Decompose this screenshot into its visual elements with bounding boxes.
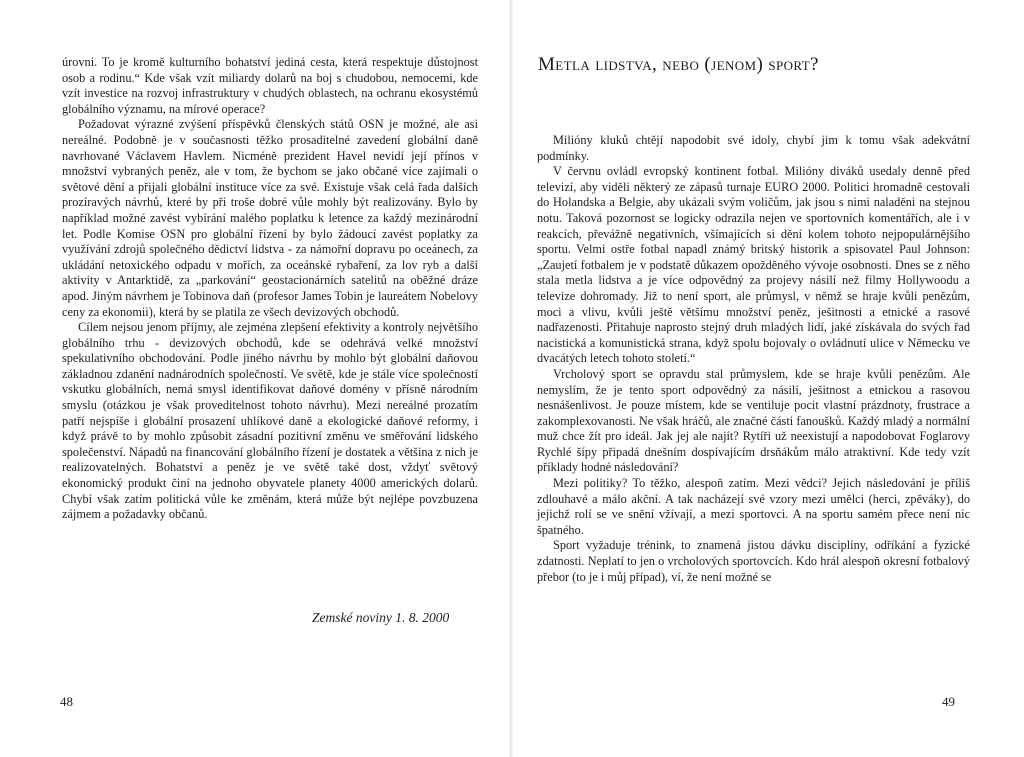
page-number-right: 49 [942,694,955,709]
left-text-column [62,55,478,523]
lead-paragraph: Milióny kluků chtějí napodobit své idoly, chybí jim k tomu však adekvátní podmínky. [537,133,970,163]
paragraph: Cílem nejsou jenom příjmy, ale zejména zlepšení efektivity a kontroly největšího globálního trhu - devizových obchodů, kde se odehrává velké množství spekulativního obchodování. Podle jiného návrhu by mohlo být globální daňovou základnou zdanění nadnárodních společností. Ve světě, kde je stále více společností vskutku globálních, nemá smysl identifikovat daňové domény v přísně národním smyslu (otázkou je však proveditelnost tohoto návrhu). Mezi nereálné prozatím patří nejspíše i globální prosazení uhlíkové daně a ekologické daňové reformy, i když právě to by mohlo způsobit zásadní pozitivní změnu ve směřování lidského společenství. Nápadů na financování globálního řízení je dostatek a většina z nich je realizovatelných. Bohatství a peněz je ve světě také dost, vždyť světový ekonomický produkt činí na jednoho obyvatele planety 4000 amerických dolarů. Chybí však zatím politická vůle ke změnám, která může být nejlépe povzbuzena zájmem a požadavky občanů. [62,320,478,522]
paragraph: úrovni. To je kromě kulturního bohatství jediná cesta, která respektuje důstojnost osob a rodinu.“ Kde však vzít miliardy dolarů na boj s chudobou, nemocemi, kde vzít investice na rozvoj infrastruktury v chudých oblastech, na ochranu ekosystémů globálního významu, na mírové operace? [62,55,478,116]
paragraph: Mezi politiky? To těžko, alespoň zatím. Mezi vědci? Jejich následování je příliš zdlouhavé a málo akční. A tak nacházejí své vzory mezi umělci (herci, zpěváky), do jejichž rolí se ve snění vžívají, a mezi sportovci. A na sportu samém přece není nic špatného. [537,476,970,537]
page-number-left: 48 [60,694,73,709]
article-heading: Metla lidstva, nebo (jenom) sport? [538,54,819,75]
paragraph: Vrcholový sport se opravdu stal průmyslem, kde se hraje kvůli penězům. Ale nemyslím, že je tento sport odpovědný za násilí, ješitnost a etnickou a rasovou nesnášenlivost. Je pouze místem, kde se ventiluje pocit vlastní prázdnoty, frustrace a zakomplexovanosti. Ne však hráčů, ale značné části fanoušků. Každý mladý a normální muž chce žít pro ideál. Jak jej ale najít? Rytíři už neexistují a napodobovat Foglarovy Rychlé šípy připadá dnešním dospívajícím drsňákům málo atraktivní. Kde tedy vzít příklady hodné následování? [537,366,970,475]
right-text-column [537,133,970,585]
right-page [512,0,1024,757]
paragraph: V červnu ovládl evropský kontinent fotbal. Milióny diváků usedaly denně před televizí, aby viděli některý ze zápasů turnaje EURO 2000. Politici hromadně cestovali do Holandska a Belgie, aby ukázali svým voličům, jak jsou s nimi naladěni na stejnou notu. Taková pozornost se logicky odrazila nejen ve sportovních komentářích, ale i v reakcích, převážně negativních, všímajících si dění kolem tohoto nejpopulárnějšího sportu. Velmi ostře fotbal napadl známý britský historik a spisovatel Paul Johnson: „Zaujetí fotbalem je v podstatě důkazem opožděného vývoje osobnosti. Dnes se z něho stala metla lidstva a je více odpovědný za projevy násilí než filmy Hollywoodu a televize dohromady. Již to není sport, ale průmysl, v němž se hraje kvůli penězům, moci a vlivu, kvůli ještě většímu množství peněz, ješitnosti a etnické a rasové nadřazenosti. Přitahuje naprosto stejný druh mladých lidí, jaké získávala do svých řad nacistická a komunistická strana, když spolu bojovaly o ovládnutí ulice v Německu ve dvacátých letech tohoto století.“ [537,164,970,366]
article-source: Zemské noviny 1. 8. 2000 [312,610,450,625]
paragraph: Požadovat výrazné zvýšení příspěvků členských států OSN je možné, ale asi nereálné. Podobně je v současnosti těžko prosaditelné zavedení globální daně navrhované Václavem Havlem. Nicméně prezident Havel nevidí její přínos v množství vybraných peněz, ale v tom, že bychom se jako občané více zajímali o světové dění a přijali globální instituce více za své. Existuje však celá řada dalších prozíravých návrhů, které by při troše dobré vůle mohly být realizovány. Bylo by například možné zavést vybírání malého poplatku k letence za každý mezinárodní let. Podle Komise OSN pro globální řízení by bylo žádoucí zavést poplatky za využívání zdrojů společného dědictví lidstva - za námořní dopravu po oceánech, za ukládání netoxického odpadu v mořích, za oceánské rybaření, za lov ryb a další aktivity v Antarktidě, za „parkování“ geostacionárních satelitů na oběžné dráze apod. Jiným návrhem je Tobinova daň (profesor James Tobin je laureátem Nobelovy ceny za ekonomii), která by se platila ze všech devizových obchodů. [62,117,478,319]
paragraph: Sport vyžaduje trénink, to znamená jistou dávku disciplíny, odříkání a fyzické zdatnosti. Neplatí to jen o vrcholových sportovcích. Kdo hrál alespoň okresní fotbalový přebor (to je i můj případ), ví, že není možné se [537,538,970,584]
